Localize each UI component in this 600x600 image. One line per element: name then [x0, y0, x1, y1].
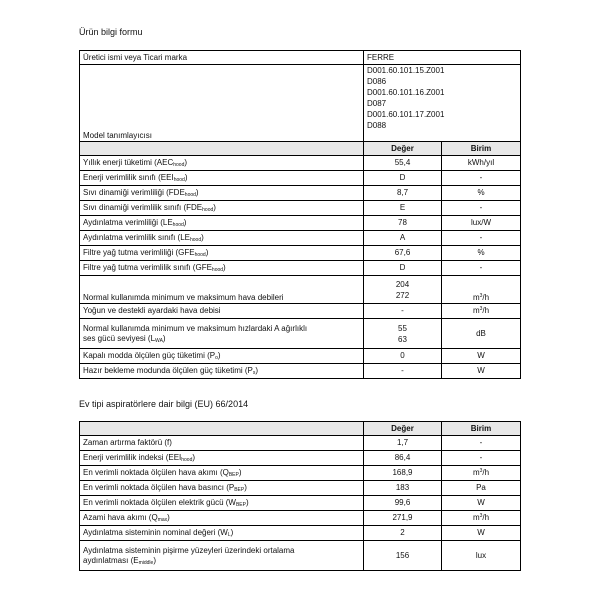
row-unit: -	[442, 201, 521, 216]
section2-title: Ev tipi aspiratörlere dair bilgi (EU) 66/2014	[79, 399, 249, 409]
row-value: D	[364, 171, 442, 186]
row-value: 78	[364, 216, 442, 231]
row-unit: -	[442, 451, 521, 466]
row-label: Zaman artırma faktörü (f)	[80, 436, 364, 451]
header-blank	[80, 142, 364, 156]
header-row	[80, 142, 521, 156]
airflow-max: 272	[395, 290, 410, 300]
off-mode-value: 0	[364, 349, 442, 364]
row-label: Sıvı dinamiği verimliliği $(FDE_{hood})$	[80, 186, 364, 201]
table-row	[80, 156, 521, 171]
boost-value: -	[364, 304, 442, 319]
row-value: 55,4	[364, 156, 442, 171]
off-mode-unit: W	[442, 349, 521, 364]
eu-regulation-table	[79, 421, 521, 571]
row-label: En verimli noktada ölçülen hava akımı $(Q_{BEP})$	[80, 466, 364, 481]
row-label: Filtre yağ tutma verimliliği $(GFE_{hood})$	[80, 246, 364, 261]
row-value: 2	[364, 526, 442, 541]
row-unit: -	[442, 436, 521, 451]
col-unit-header: Birim	[442, 422, 521, 436]
standby-value: -	[364, 364, 442, 379]
boost-unit: $m^3/h$	[442, 304, 521, 319]
boost-label: Yoğun ve destekli ayardaki hava debisi	[80, 304, 364, 319]
model-code: D087	[367, 99, 387, 108]
row-value: 1,7	[364, 436, 442, 451]
row-unit: W	[442, 526, 521, 541]
off-mode-row	[80, 349, 521, 364]
row-unit: $m^3/h$	[442, 511, 521, 526]
table-row	[80, 246, 521, 261]
table-row	[80, 451, 521, 466]
row-unit: -	[442, 261, 521, 276]
row-label: Sıvı dinamiği verimlilik sınıfı $(FDE_{hood})$	[80, 201, 364, 216]
header-blank	[80, 422, 364, 436]
illumination-unit: lux	[442, 541, 521, 571]
model-code: D001.60.101.16.Z001	[367, 88, 445, 97]
table-row	[80, 466, 521, 481]
model-code: D001.60.101.15.Z001	[367, 66, 445, 75]
airflow-row	[80, 276, 521, 304]
table-row	[80, 481, 521, 496]
row-label: Aydınlatma sisteminin nominal değeri $(W_L)$	[80, 526, 364, 541]
row-unit: $m^3/h$	[442, 466, 521, 481]
standby-row	[80, 364, 521, 379]
row-unit: W	[442, 496, 521, 511]
col-value-header: Değer	[364, 142, 442, 156]
row-value: 271,9	[364, 511, 442, 526]
row-unit: %	[442, 186, 521, 201]
row-value: 99,6	[364, 496, 442, 511]
row-label: En verimli noktada ölçülen hava basıncı $(P_{BEP})$	[80, 481, 364, 496]
row-label: Aydınlatma verimliliği $(LE_{hood})$	[80, 216, 364, 231]
noise-max: 63	[398, 334, 407, 344]
off-mode-label: Kapalı modda ölçülen güç tüketimi $(P_o)$	[80, 349, 364, 364]
airflow-values	[364, 276, 442, 304]
row-unit: -	[442, 231, 521, 246]
row-value: A	[364, 231, 442, 246]
table-row	[80, 186, 521, 201]
airflow-unit: $m^3/h$	[442, 276, 521, 304]
boost-row	[80, 304, 521, 319]
model-code: D001.60.101.17.Z001	[367, 110, 445, 119]
model-code: D088	[367, 121, 387, 130]
model-code: D086	[367, 77, 387, 86]
model-row	[80, 65, 521, 142]
col-unit-header: Birim	[442, 142, 521, 156]
table-row	[80, 231, 521, 246]
row-label: Enerji verimlilik indeksi $(EEI_{hood})$	[80, 451, 364, 466]
illumination-value: 156	[364, 541, 442, 571]
table-row	[80, 261, 521, 276]
row-unit: kWh/yıl	[442, 156, 521, 171]
row-value: 183	[364, 481, 442, 496]
noise-row	[80, 319, 521, 349]
supplier-row	[80, 51, 521, 65]
row-label: Filtre yağ tutma verimlilik sınıfı $(GFE_{hood})$	[80, 261, 364, 276]
airflow-label: Normal kullanımda minimum ve maksimum hava debileri	[80, 276, 364, 304]
row-value: E	[364, 201, 442, 216]
supplier-value: FERRE	[364, 51, 521, 65]
row-value: 67,6	[364, 246, 442, 261]
row-unit: Pa	[442, 481, 521, 496]
noise-label: Normal kullanımda minimum ve maksimum hızlardaki A ağırlıklı ses gücü seviyesi $(L_{WA})$	[80, 319, 364, 349]
row-label: En verimli noktada ölçülen elektrik gücü $(W_{BEP})$	[80, 496, 364, 511]
row-label: Azami hava akımı $(Q_{max})$	[80, 511, 364, 526]
table-row	[80, 526, 521, 541]
table-row	[80, 201, 521, 216]
row-label: Enerji verimlilik sınıfı $(EEI_{hood})$	[80, 171, 364, 186]
header-row	[80, 422, 521, 436]
row-unit: lux/W	[442, 216, 521, 231]
illumination-label: Aydınlatma sisteminin pişirme yüzeyleri üzerindeki ortalama aydınlatması $(E_{middle})$	[80, 541, 364, 571]
row-label: Yıllık enerji tüketimi $(AEC_{hood})$	[80, 156, 364, 171]
table-row	[80, 171, 521, 186]
row-value: D	[364, 261, 442, 276]
standby-unit: W	[442, 364, 521, 379]
row-unit: -	[442, 171, 521, 186]
illumination-row	[80, 541, 521, 571]
row-value: 8,7	[364, 186, 442, 201]
row-value: 168,9	[364, 466, 442, 481]
col-value-header: Değer	[364, 422, 442, 436]
supplier-label: Üretici ismi veya Ticari marka	[80, 51, 364, 65]
row-unit: %	[442, 246, 521, 261]
row-value: 86,4	[364, 451, 442, 466]
form-title: Ürün bilgi formu	[79, 27, 143, 37]
noise-values	[364, 319, 442, 349]
model-label: Model tanımlayıcısı	[80, 65, 364, 142]
table-row	[80, 496, 521, 511]
table-row	[80, 436, 521, 451]
noise-min: 55	[398, 323, 407, 333]
row-label: Aydınlatma verimlilik sınıfı $(LE_{hood})$	[80, 231, 364, 246]
table-row	[80, 216, 521, 231]
product-info-table	[79, 50, 521, 379]
noise-unit: dB	[442, 319, 521, 349]
airflow-min: 204	[395, 279, 410, 289]
standby-label: Hazır bekleme modunda ölçülen güç tüketimi $(P_s)$	[80, 364, 364, 379]
model-values	[364, 65, 521, 142]
table-row	[80, 511, 521, 526]
